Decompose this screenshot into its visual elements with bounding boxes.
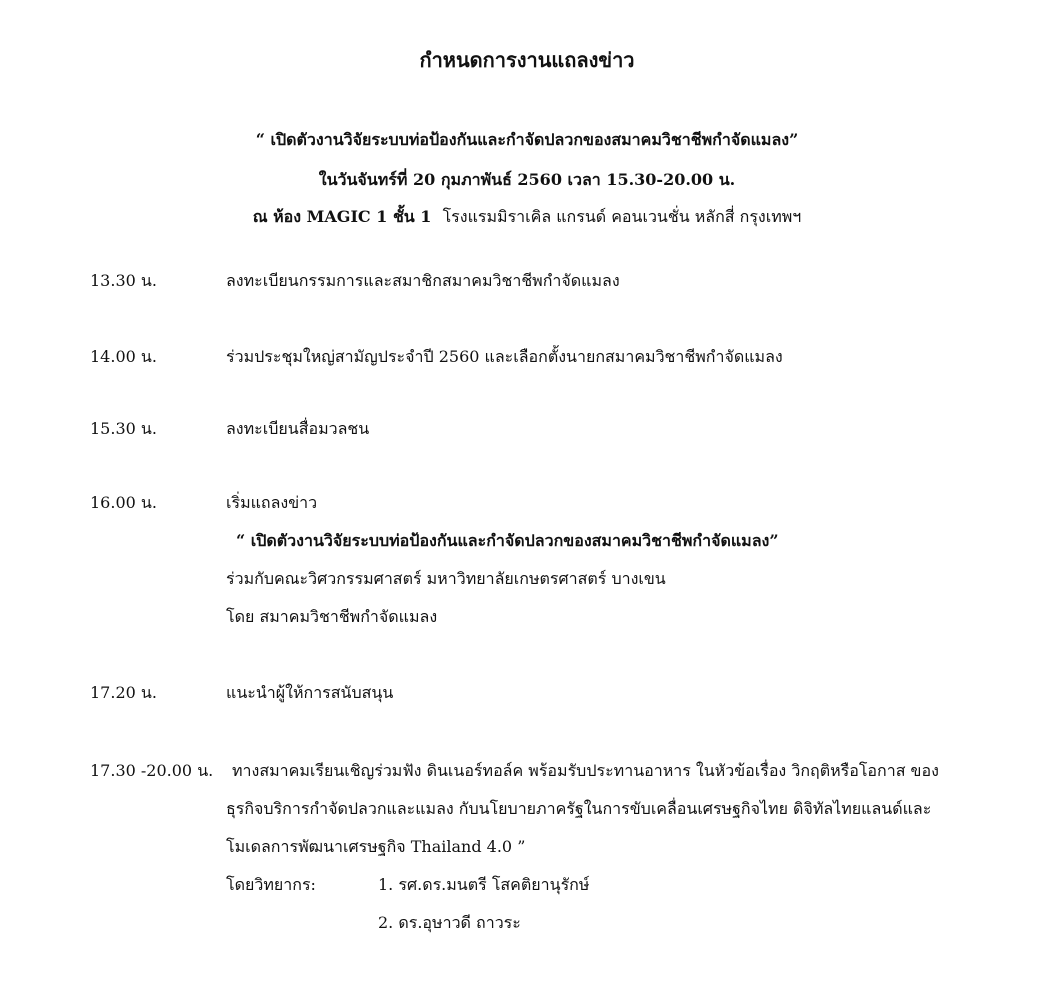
schedule-time: 14.00 น. bbox=[90, 347, 157, 366]
speakers-label: โดยวิทยากร: bbox=[226, 875, 316, 894]
schedule-time: 16.00 น. bbox=[90, 493, 157, 512]
schedule-text: โมเดลการพัฒนาเศรษฐกิจ Thailand 4.0 ” bbox=[226, 837, 526, 856]
schedule-text: ลงทะเบียนสื่อมวลชน bbox=[226, 419, 370, 438]
schedule-text: โดย สมาคมวิชาชีพกำจัดแมลง bbox=[226, 607, 438, 626]
schedule-text: ร่วมประชุมใหญ่สามัญประจำปี 2560 และเลือกตั้งนายกสมาคมวิชาชีพกำจัดแมลง bbox=[226, 347, 783, 366]
venue-room: ณ ห้อง MAGIC 1 ชั้น 1 bbox=[252, 207, 432, 226]
schedule-text: ทางสมาคมเรียนเชิญร่วมฟัง ดินเนอร์ทอล์ค พร้อมรับประทานอาหาร ในหัวข้อเรื่อง วิกฤติหรือโอกาส ของ bbox=[232, 761, 939, 780]
schedule-text: เริ่มแถลงข่าว bbox=[226, 493, 318, 512]
headline-venue bbox=[0, 205, 1054, 230]
schedule-text: ลงทะเบียนกรรมการและสมาชิกสมาคมวิชาชีพกำจัดแมลง bbox=[226, 271, 620, 290]
headline-project: “ เปิดตัวงานวิจัยระบบท่อป้องกันและกำจัดปลวกของสมาคมวิชาชีพกำจัดแมลง” bbox=[255, 130, 799, 149]
schedule-time: 17.20 น. bbox=[90, 683, 157, 702]
schedule-text: แนะนำผู้ให้การสนับสนุน bbox=[226, 683, 394, 702]
schedule-time: 15.30 น. bbox=[90, 419, 157, 438]
schedule-time: 17.30 -20.00 น. bbox=[90, 761, 214, 780]
headline-date: ในวันจันทร์ที่ 20 กุมภาพันธ์ 2560 เวลา 15.30-20.00 น. bbox=[318, 170, 736, 189]
speakers-block bbox=[226, 866, 1042, 942]
schedule-text: ร่วมกับคณะวิศวกรรมศาสตร์ มหาวิทยาลัยเกษตรศาสตร์ บางเขน bbox=[226, 569, 666, 588]
venue-hotel: โรงแรมมิราเคิล แกรนด์ คอนเวนชั่น หลักสี่ กรุงเทพฯ bbox=[442, 207, 802, 226]
speaker-item: 1. รศ.ดร.มนตรี โสคติยานุรักษ์ bbox=[378, 875, 590, 894]
schedule-text: ธุรกิจบริการกำจัดปลวกและแมลง กับนโยบายภาครัฐในการขับเคลื่อนเศรษฐกิจไทย ดิจิทัลไทยแลนด์และ bbox=[226, 799, 932, 818]
speaker-item: 2. ดร.อุษาวดี ถาวระ bbox=[378, 913, 521, 932]
schedule-project-title: “ เปิดตัวงานวิจัยระบบท่อป้องกันและกำจัดปลวกของสมาคมวิชาชีพกำจัดแมลง” bbox=[236, 531, 779, 550]
page-title: กำหนดการงานแถลงข่าว bbox=[419, 48, 635, 72]
schedule-time: 13.30 น. bbox=[90, 271, 157, 290]
